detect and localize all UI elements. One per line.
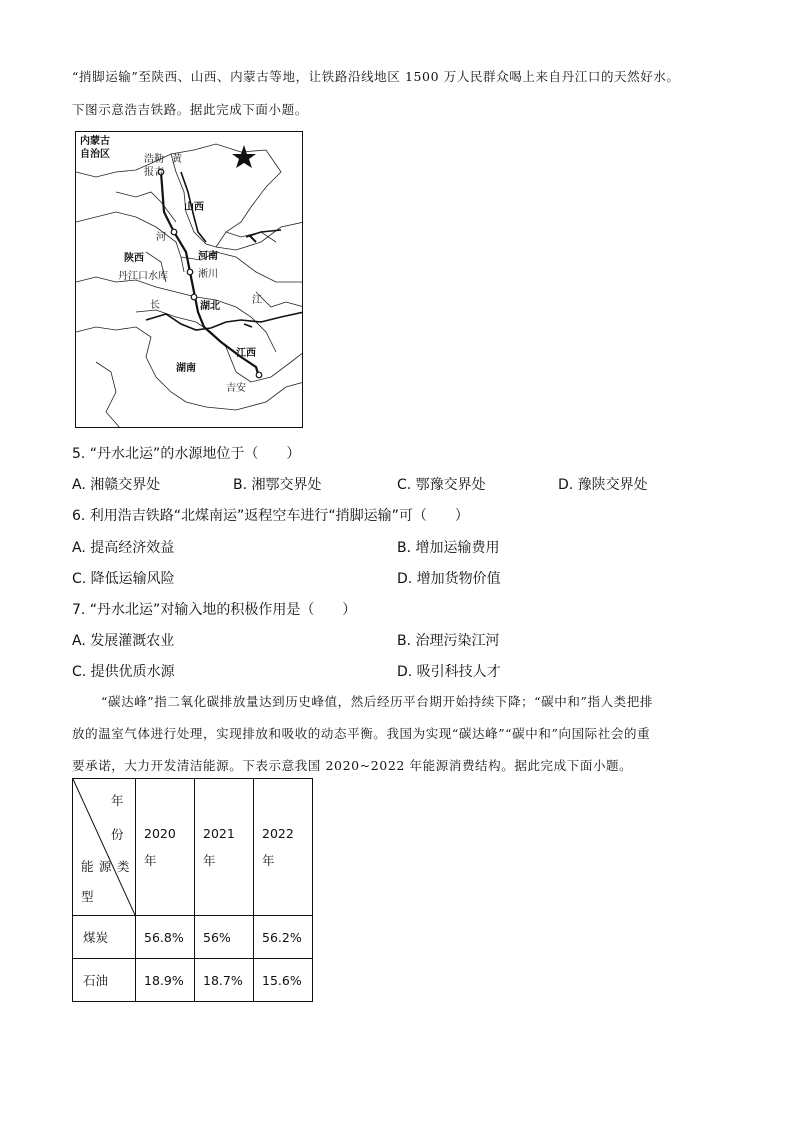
label-haoler-2: 报吉 [144, 167, 164, 178]
corner-xing: 型 [81, 889, 94, 904]
question-6-option-b[interactable]: B. 增加运输费用 [397, 540, 500, 556]
year-2022-num: 2022 [262, 826, 294, 841]
question-6-option-d[interactable]: D. 增加货物价值 [397, 571, 501, 587]
label-xichuan: 淅川 [198, 269, 218, 280]
question-7-stem: 7. “丹水北运”对输入地的积极作用是（ ） [72, 602, 357, 618]
year-2020-num: 2020 [144, 826, 176, 841]
energy-consumption-table [72, 778, 313, 1002]
year-2021-unit: 年 [203, 853, 216, 868]
label-inner-mongolia-1: 内蒙古 [80, 136, 110, 147]
label-haoler-1: 浩勒 [144, 154, 164, 165]
question-7-option-c[interactable]: C. 提供优质水源 [72, 664, 175, 680]
cell-coal-2020: 56.8% [136, 916, 195, 959]
station-node [191, 294, 197, 300]
corner-fen: 份 [111, 827, 124, 842]
question-5-option-d[interactable]: D. 豫陕交界处 [558, 477, 648, 493]
question-5-option-b[interactable]: B. 湘鄂交界处 [233, 477, 322, 493]
question-5-option-c[interactable]: C. 鄂豫交界处 [397, 477, 486, 493]
question-5-option-a[interactable]: A. 湘赣交界处 [72, 477, 161, 493]
label-shanxi: 山西 [184, 202, 204, 213]
label-chang: 长 [150, 300, 160, 311]
passage2-line-1: “碳达峰”指二氧化碳排放量达到历史峰值，然后经历平台期开始持续下降；“碳中和”指人类把排 [101, 694, 653, 709]
station-node [171, 229, 177, 235]
row-name-oil: 石油 [73, 959, 136, 1002]
corner-neng: 能 [81, 859, 94, 874]
table-row [73, 959, 313, 1002]
label-huang: 黄 [172, 154, 182, 165]
table-header-row [73, 779, 313, 916]
label-jiang: 江 [252, 295, 262, 306]
intro-line-1: “捎脚运输”至陕西、山西、内蒙古等地，让铁路沿线地区 1500 万人民群众喝上来自丹江口的天然好水。 [72, 69, 680, 84]
label-shaanxi: 陕西 [124, 253, 144, 264]
intro-line-2: 下图示意浩吉铁路。据此完成下面小题。 [72, 102, 308, 117]
question-5-stem: 5. “丹水北运”的水源地位于（ ） [72, 446, 301, 462]
year-header-2021 [195, 779, 254, 916]
question-7-option-a[interactable]: A. 发展灌溉农业 [72, 633, 175, 649]
corner-yuan: 源 [99, 859, 112, 874]
cell-coal-2021: 56% [195, 916, 254, 959]
row-name-coal: 煤炭 [73, 916, 136, 959]
table-corner-cell [73, 779, 136, 916]
question-6-option-c[interactable]: C. 降低运输风险 [72, 571, 175, 587]
corner-lei: 类 [117, 859, 130, 874]
year-2020-unit: 年 [144, 853, 157, 868]
question-6-option-a[interactable]: A. 提高经济效益 [72, 540, 175, 556]
year-2022-unit: 年 [262, 853, 275, 868]
label-hubei: 湖北 [200, 301, 220, 312]
cell-oil-2022: 15.6% [254, 959, 313, 1002]
label-hunan: 湖南 [176, 363, 196, 374]
question-6-stem: 6. 利用浩吉铁路“北煤南运”返程空车进行“捎脚运输”可（ ） [72, 508, 469, 524]
label-henan: 河南 [198, 251, 218, 262]
passage2-line-3: 要承诺，大力开发清洁能源。下表示意我国 2020~2022 年能源消费结构。据此完成下面小题。 [72, 758, 633, 773]
capital-star-icon [232, 145, 256, 168]
cell-oil-2021: 18.7% [195, 959, 254, 1002]
station-jian [256, 372, 262, 378]
label-jian: 吉安 [226, 383, 246, 394]
corner-nian: 年 [111, 793, 124, 808]
year-2021-num: 2021 [203, 826, 235, 841]
label-he: 河 [156, 232, 166, 243]
label-danjiangkou: 丹江口水库 [118, 271, 168, 282]
passage2-line-2: 放的温室气体进行处理，实现排放和吸收的动态平衡。我国为实现“碳达峰”“碳中和”向国际社会的重 [72, 726, 651, 741]
station-node [187, 269, 193, 275]
question-7-option-d[interactable]: D. 吸引科技人才 [397, 664, 501, 680]
table-row [73, 916, 313, 959]
map-drawing [76, 132, 303, 428]
label-jiangxi: 江西 [236, 348, 256, 359]
cell-coal-2022: 56.2% [254, 916, 313, 959]
haoji-railway-map [75, 131, 303, 428]
label-inner-mongolia-2: 自治区 [80, 149, 110, 160]
year-header-2022 [254, 779, 313, 916]
question-7-option-b[interactable]: B. 治理污染江河 [397, 633, 500, 649]
cell-oil-2020: 18.9% [136, 959, 195, 1002]
year-header-2020 [136, 779, 195, 916]
